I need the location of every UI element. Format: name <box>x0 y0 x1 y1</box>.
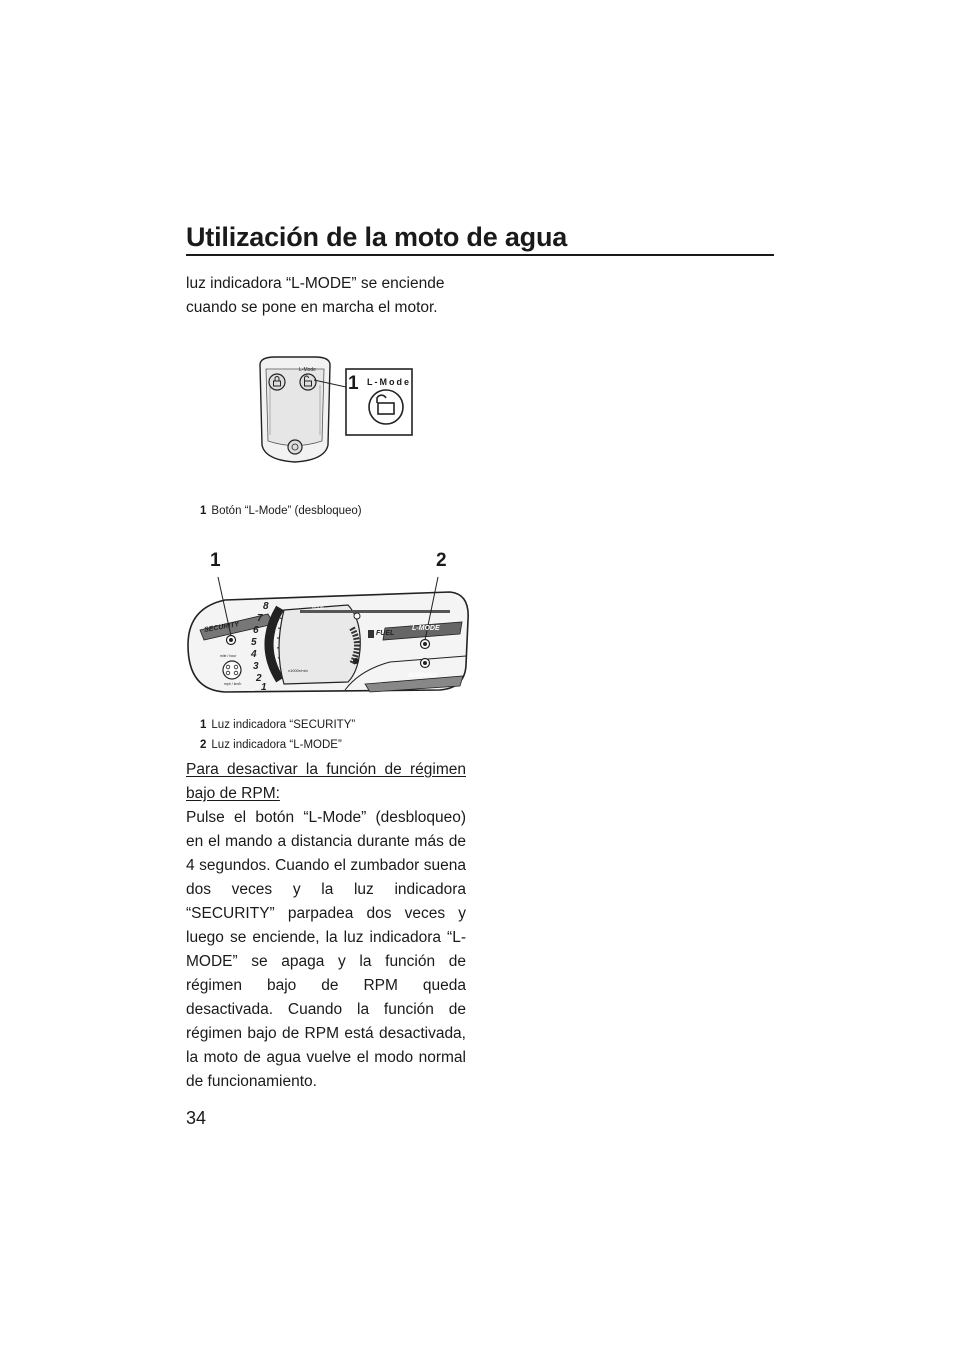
figure2-callout-1: 1 <box>210 550 221 571</box>
lmode-panel-label: L-MODE <box>412 625 440 632</box>
speed-unit-label-1: mile / hour <box>220 654 237 658</box>
body-paragraph: Pulse el botón “L-Mode” (desbloqueo) en el mando a distancia durante más de 4 segundos. Cuando el zumbador suena dos veces y la luz indicadora “SECURITY” parpadea dos veces y luego se enciende, la luz indicadora “L-MODE” se apaga y la función de régimen bajo de RPM queda desactivada. Cuando la función de régimen bajo de RPM está desactivada, la moto de agua vuelve el modo normal de funcionamiento. <box>186 809 466 1090</box>
figure1-caption-text: Botón “L-Mode” (desbloqueo) <box>211 505 362 517</box>
rpm-unit-label: x1000r/min <box>288 668 308 673</box>
svg-text:7: 7 <box>257 613 263 624</box>
page-title: Utilización de la moto de agua <box>186 222 568 252</box>
speed-unit-label-2: mph / km/h <box>224 682 242 686</box>
figure2-caption-2-text: Luz indicadora “L-MODE” <box>211 739 342 751</box>
intro-paragraph: luz indicadora “L-MODE” se enciende cuando se pone en marcha el motor. <box>186 275 445 316</box>
section-subheading: Para desactivar la función de régimen bajo de RPM: <box>186 761 466 802</box>
remote-control-figure <box>240 355 415 470</box>
figure2-caption-2 <box>200 735 355 755</box>
figure1-caption-num: 1 <box>200 505 207 517</box>
svg-text:5: 5 <box>251 637 257 648</box>
figure2-caption-1 <box>200 715 355 735</box>
remote-lmode-label: L-Mode <box>299 367 316 373</box>
svg-text:1: 1 <box>261 682 267 693</box>
figure2-callout-2: 2 <box>436 550 447 571</box>
figure2-caption-1-num: 1 <box>200 719 207 731</box>
svg-text:6: 6 <box>253 625 259 636</box>
figure2-captions <box>200 715 355 755</box>
svg-text:3: 3 <box>253 661 259 672</box>
svg-text:4: 4 <box>251 649 257 660</box>
fuel-label: FUEL <box>376 630 395 637</box>
figure1-callout-1: 1 <box>348 373 359 394</box>
figure2-caption-2-num: 2 <box>200 739 207 751</box>
figure1-caption <box>200 501 362 521</box>
hour-label: HOUR <box>312 605 324 610</box>
instrument-panel-figure <box>180 550 472 698</box>
figure2-caption-1-text: Luz indicadora “SECURITY” <box>211 719 356 731</box>
page-number: 34 <box>186 1108 207 1128</box>
lmode-detail-label: L-Mode <box>367 377 411 387</box>
svg-text:8: 8 <box>263 601 269 612</box>
header-rule <box>186 254 774 256</box>
svg-text:2: 2 <box>256 673 262 684</box>
security-label: SECURITY <box>203 620 240 635</box>
warning-label: WARNING <box>408 673 437 679</box>
